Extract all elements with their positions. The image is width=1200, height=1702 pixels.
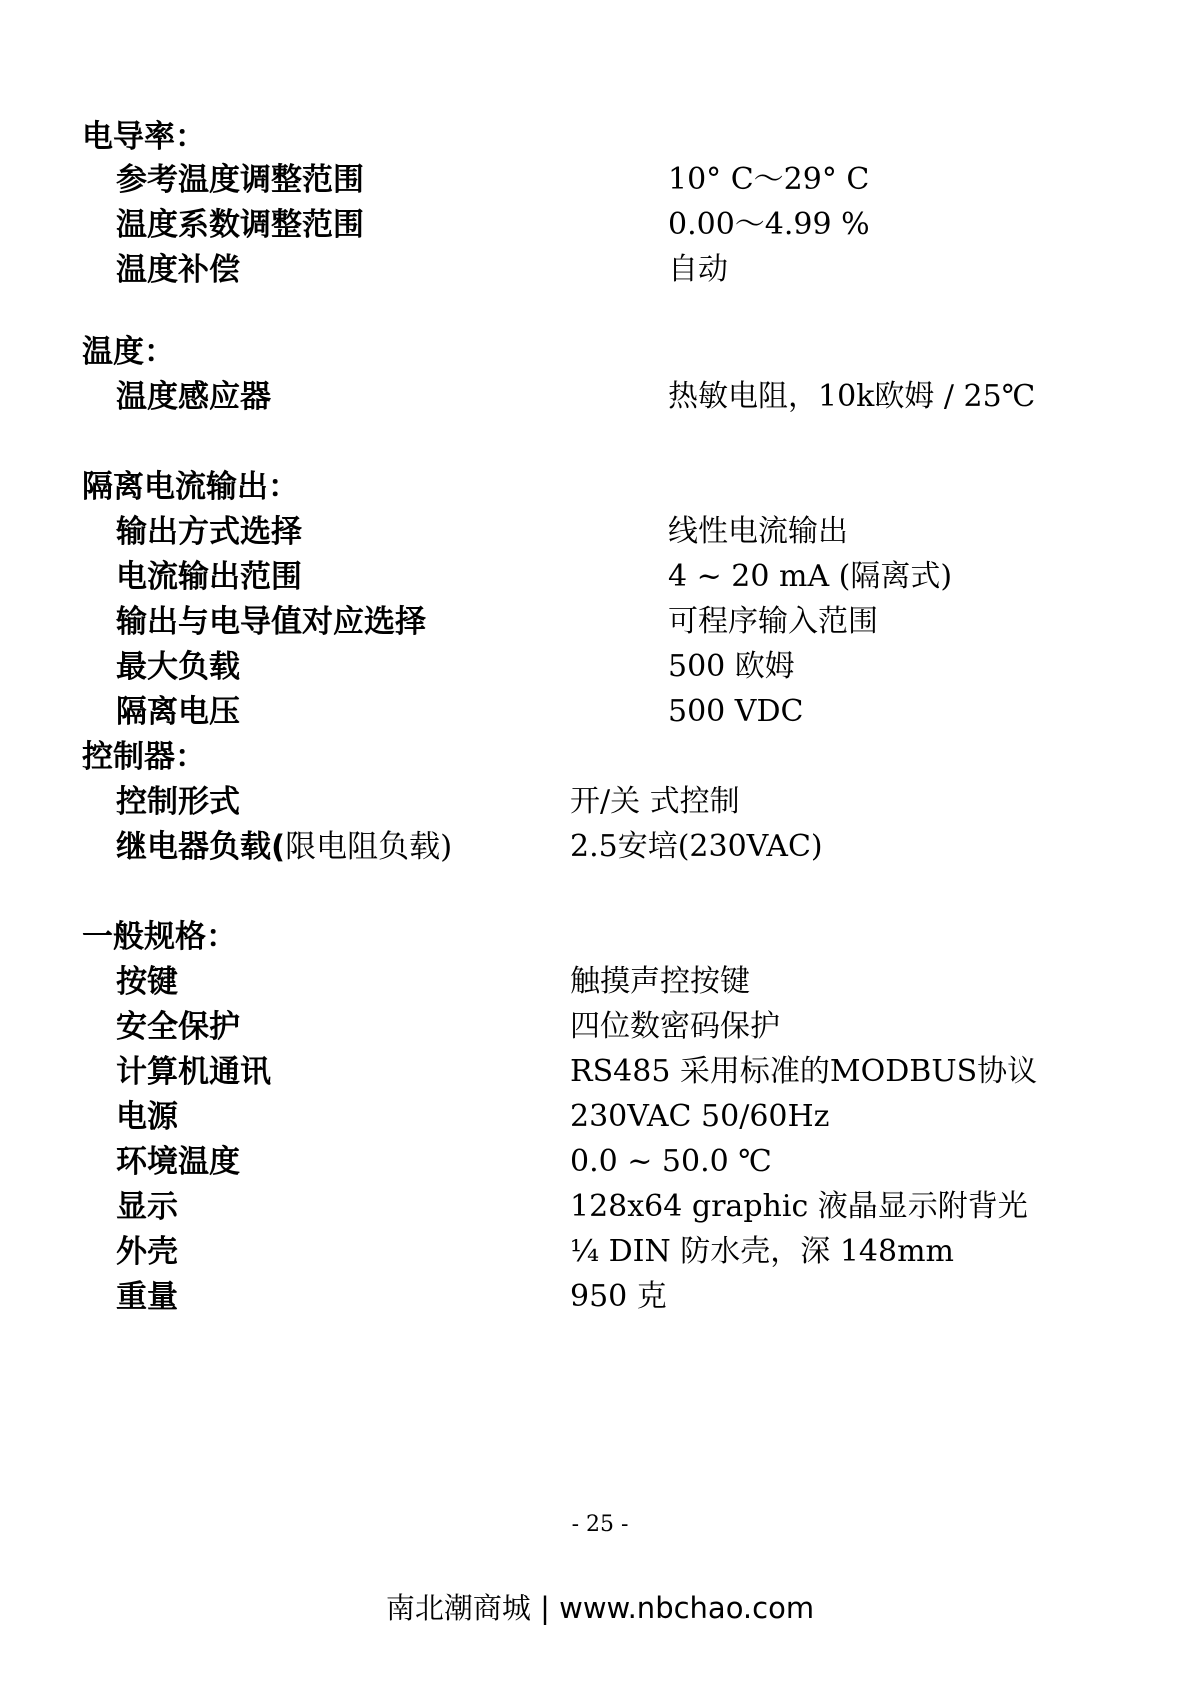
spec-label: 电源 xyxy=(116,1099,178,1135)
spec-value: 线性电流输出 xyxy=(668,514,848,549)
footer-watermark: 南北潮商城 | www.nbchao.com xyxy=(385,1591,815,1625)
spec-value: 触摸声控按键 xyxy=(570,964,750,999)
spec-row xyxy=(0,780,1200,824)
spec-row xyxy=(0,158,1200,202)
spec-value: ¼ DIN 防水壳，深 148mm xyxy=(570,1234,954,1269)
spec-label: 输出方式选择 xyxy=(116,514,302,550)
spec-row xyxy=(0,1005,1200,1049)
spec-row xyxy=(0,510,1200,554)
spec-label: 电流输出范围 xyxy=(116,559,302,595)
spec-value: 开/关 式控制 xyxy=(570,784,740,819)
spec-row xyxy=(0,1050,1200,1094)
section-conductivity-heading-row xyxy=(0,115,1200,159)
spec-value: 0.00～4.99 % xyxy=(668,207,870,242)
spec-value: 可程序输入范围 xyxy=(668,604,878,639)
spec-value: 500 欧姆 xyxy=(668,649,795,684)
spec-row xyxy=(0,960,1200,1004)
spec-row xyxy=(0,375,1200,419)
spec-label: 计算机通讯 xyxy=(116,1054,271,1090)
spec-value: 0.0 ~ 50.0 ℃ xyxy=(570,1144,772,1179)
spec-row xyxy=(0,825,1200,869)
spec-row xyxy=(0,1230,1200,1274)
spec-label: 重量 xyxy=(116,1279,178,1315)
section-heading: 一般规格： xyxy=(82,919,237,955)
section-heading: 电导率： xyxy=(82,119,206,155)
section-temperature-heading-row xyxy=(0,330,1200,374)
spec-label-plain: 限电阻负载) xyxy=(285,829,453,865)
spec-label: 温度系数调整范围 xyxy=(116,207,364,243)
section-general-heading-row xyxy=(0,915,1200,959)
spec-label: 温度补偿 xyxy=(116,252,240,288)
spec-value: 128x64 graphic 液晶显示附背光 xyxy=(570,1189,1028,1224)
spec-value: 四位数密码保护 xyxy=(570,1009,780,1044)
section-output-heading-row xyxy=(0,465,1200,509)
spec-label: 最大负载 xyxy=(116,649,240,685)
spec-label: 隔离电压 xyxy=(116,694,240,730)
spec-label xyxy=(116,825,452,869)
spec-row xyxy=(0,645,1200,689)
spec-row xyxy=(0,203,1200,247)
spec-label: 显示 xyxy=(116,1189,178,1225)
spec-label: 控制形式 xyxy=(116,784,240,820)
spec-label-bold: 继电器负载( xyxy=(116,829,286,865)
page-number: - 25 - xyxy=(571,1512,629,1537)
spec-label: 外壳 xyxy=(116,1234,178,1270)
spec-row xyxy=(0,555,1200,599)
spec-row xyxy=(0,1140,1200,1184)
spec-label: 温度感应器 xyxy=(116,379,271,415)
spec-row xyxy=(0,600,1200,644)
spec-label: 参考温度调整范围 xyxy=(116,162,364,198)
spec-label: 输出与电导值对应选择 xyxy=(116,604,426,640)
spec-label: 环境温度 xyxy=(116,1144,240,1180)
section-heading: 隔离电流输出： xyxy=(82,469,299,505)
section-heading: 控制器： xyxy=(82,739,206,775)
section-controller-heading-row xyxy=(0,735,1200,779)
spec-row xyxy=(0,1095,1200,1139)
spec-label: 按键 xyxy=(116,964,178,1000)
spec-label: 安全保护 xyxy=(116,1009,240,1045)
spec-value: 230VAC 50/60Hz xyxy=(570,1099,830,1134)
spec-row xyxy=(0,690,1200,734)
spec-row xyxy=(0,1185,1200,1229)
spec-row xyxy=(0,248,1200,292)
spec-row xyxy=(0,1275,1200,1319)
spec-value: 10° C～29° C xyxy=(668,162,870,197)
section-heading: 温度： xyxy=(82,334,175,370)
spec-value: 500 VDC xyxy=(668,694,804,729)
spec-value: 2.5安培(230VAC) xyxy=(570,829,823,864)
spec-value: 热敏电阻，10k欧姆 / 25℃ xyxy=(668,379,1036,414)
spec-value: RS485 采用标准的MODBUS协议 xyxy=(570,1054,1038,1089)
spec-value: 950 克 xyxy=(570,1279,667,1314)
spec-value: 自动 xyxy=(668,252,728,287)
spec-value: 4 ~ 20 mA (隔离式) xyxy=(668,559,953,594)
